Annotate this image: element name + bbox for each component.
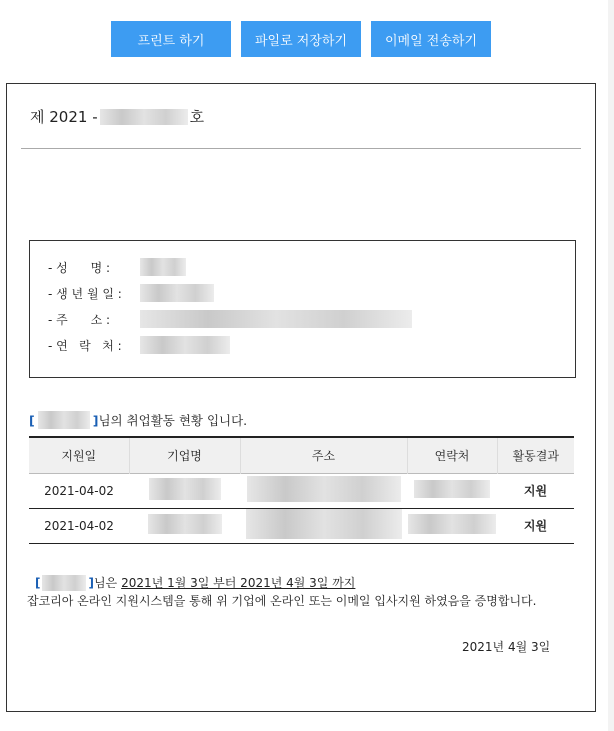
email-send-button[interactable]: 이메일 전송하기 [371,21,491,57]
bracket-close: ] [92,412,99,428]
info-row-name [48,254,575,280]
redacted-contact [140,336,230,354]
cell-contact [407,508,497,543]
divider [21,148,581,149]
redacted-company [148,514,222,534]
name-label: - 성 명 : [48,260,111,275]
info-row-address [48,306,575,332]
info-row-birth [48,280,575,306]
birth-label: - 생 년 월 일 : [48,286,122,301]
redacted-contact [414,480,490,498]
address-label: - 주 소 : [48,312,111,327]
toolbar [111,21,491,57]
document-number-prefix: 제 2021 - [30,108,98,126]
redacted-company [149,478,221,500]
cert-period-line [27,574,536,592]
table-header-row [29,437,574,473]
table-row [29,508,574,543]
redacted-address [246,509,402,539]
certification-text [27,574,536,610]
issue-date: 2021년 4월 3일 [462,640,551,654]
applicant-info-box [29,240,576,378]
print-button[interactable]: 프린트 하기 [111,21,231,57]
document-number [30,106,204,127]
bracket-close: ] [88,576,94,590]
redacted-name [140,258,186,276]
cell-address [240,508,407,543]
table-row [29,473,574,508]
redacted-contact [408,514,496,534]
col-contact: 연락처 [407,437,497,473]
redacted-address [140,310,412,328]
cert-prefix: 님은 [93,576,118,590]
cert-period: 2021년 1월 3일 부터 2021년 4월 3일 까지 [121,576,356,590]
redacted-address [247,476,401,502]
redacted-applicant-name [38,411,90,429]
cell-company [129,508,240,543]
cert-body: 잡코리아 온라인 지원시스템을 통해 위 기업에 온라인 또는 이메일 입사지원 하였음을 증명합니다. [27,594,537,608]
cell-address [240,473,407,508]
info-row-contact [48,332,575,358]
redacted-number [100,109,188,125]
cell-date: 2021-04-02 [44,518,114,533]
bracket-open: [ [29,412,35,428]
intro-text: 님의 취업활동 현황 입니다. [98,413,248,428]
cell-date: 2021-04-02 [44,483,114,498]
cell-contact [407,473,497,508]
redacted-birth [140,284,214,302]
document-number-suffix: 호 [189,108,205,126]
certificate-document [6,83,596,712]
scrollbar[interactable] [608,0,614,731]
cell-result: 지원 [523,484,548,498]
col-result: 활동결과 [512,448,559,463]
activity-table [29,436,574,544]
redacted-applicant-name [42,575,86,591]
cell-company [129,473,240,508]
activity-intro [29,411,247,429]
save-file-button[interactable]: 파일로 저장하기 [241,21,361,57]
col-apply-date: 지원일 [29,437,129,473]
contact-label: - 연 락 처 : [48,338,122,353]
bracket-open: [ [35,576,41,590]
cell-result: 지원 [523,519,548,533]
col-company: 기업명 [129,437,240,473]
col-address: 주소 [240,437,407,473]
